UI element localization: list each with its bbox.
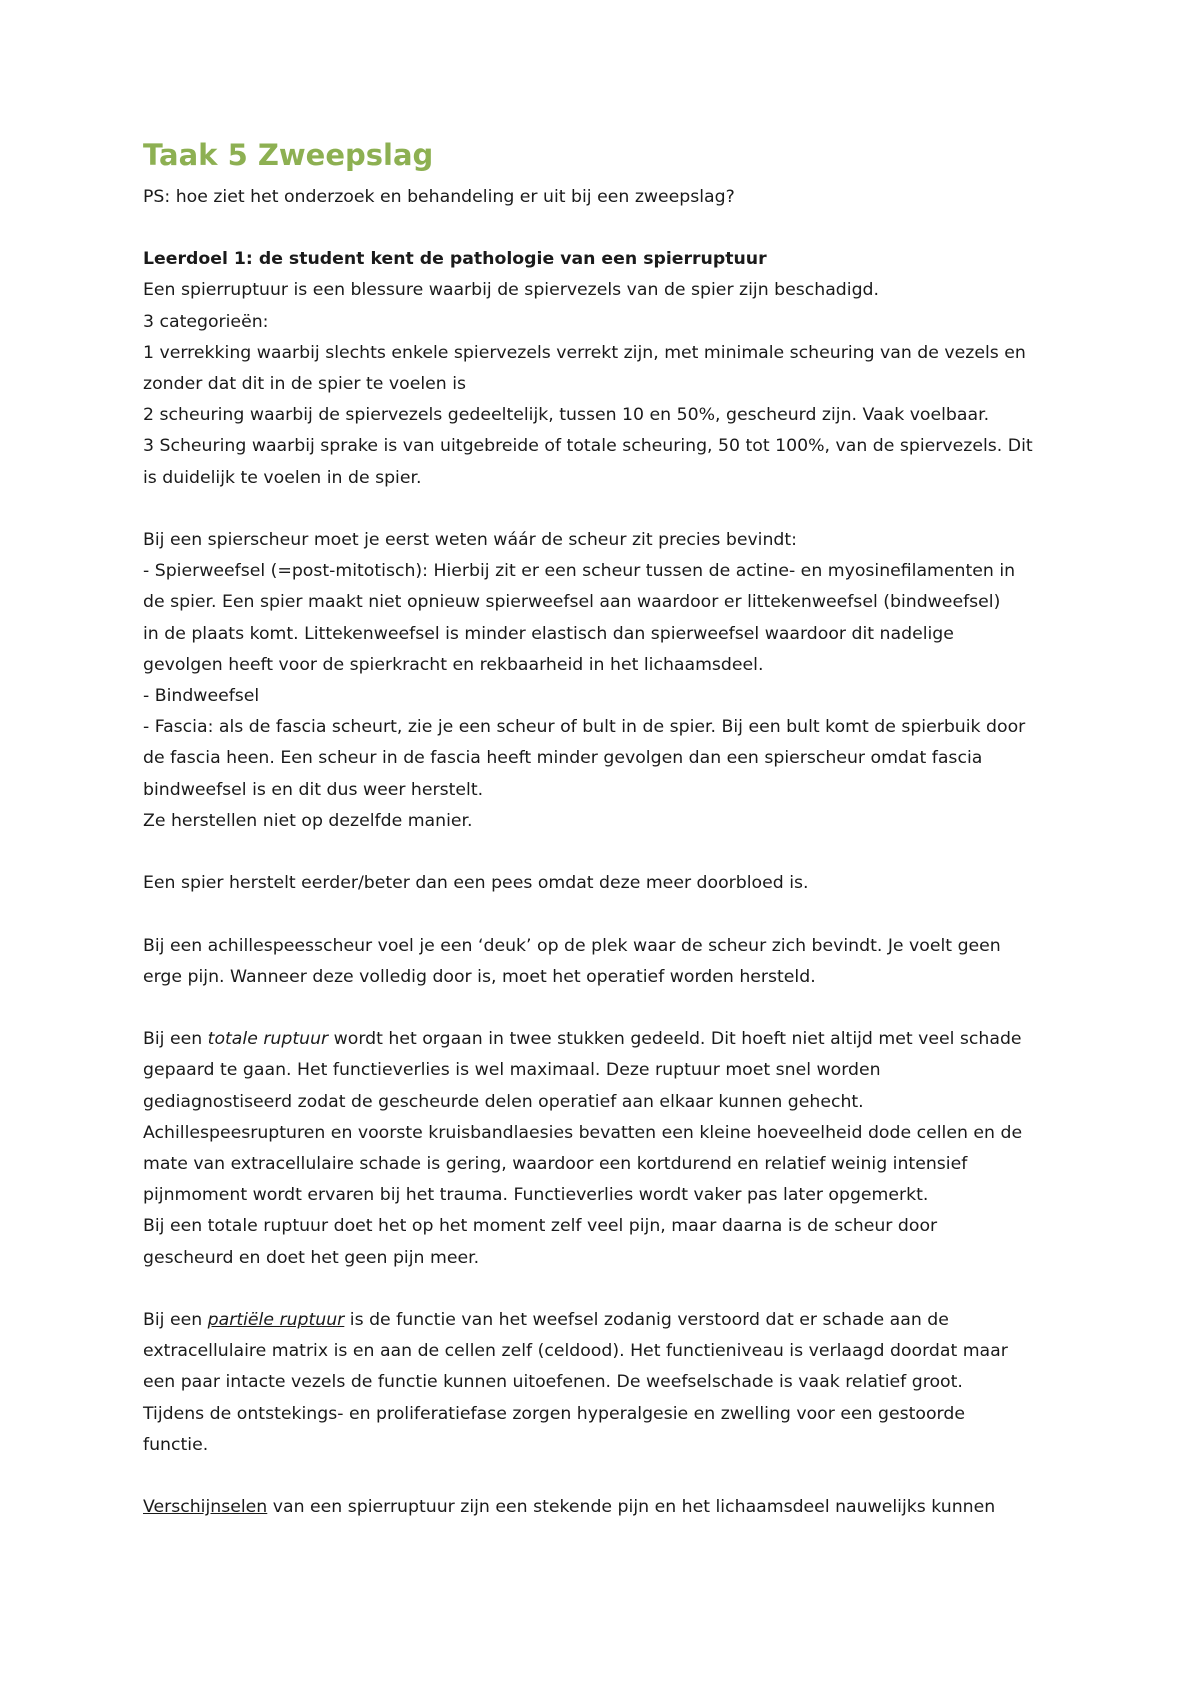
blank-line — [143, 837, 1073, 868]
text-run: Bij een — [143, 1310, 208, 1331]
paragraph-line: Ze herstellen niet op dezelfde manier. — [143, 810, 473, 831]
paragraph-line: extracellulaire matrix is en aan de cellen zelf (celdood). Het functieniveau is verlaagd doordat maar — [143, 1341, 1008, 1362]
text-run: van een spierruptuur zijn een stekende pijn en het lichaamsdeel nauwelijks kunnen — [267, 1497, 996, 1518]
learning-goal-section — [143, 275, 1073, 493]
blank-line — [143, 494, 1073, 525]
paragraph-line: in de plaats komt. Littekenweefsel is minder elastisch dan spierweefsel waardoor dit nadelige — [143, 623, 954, 644]
text-run: is de functie van het weefsel zodanig verstoord dat er schade aan de — [344, 1310, 949, 1331]
paragraph-line: de spier. Een spier maakt niet opnieuw spierweefsel aan waardoor er littekenweefsel (bindweefsel) — [143, 592, 1001, 613]
herstel-paragraph: Een spier herstelt eerder/beter dan een pees omdat deze meer doorbloed is. — [143, 873, 809, 894]
page-title: Taak 5 Zweepslag — [143, 138, 434, 172]
paragraph-line: functie. — [143, 1434, 209, 1455]
paragraph-line: een paar intacte vezels de functie kunnen uitoefenen. De weefselschade is vaak relatief groot. — [143, 1372, 963, 1393]
spierscheur-section — [143, 525, 1073, 837]
blank-line — [143, 899, 1073, 930]
paragraph-line: 2 scheuring waarbij de spiervezels gedeeltelijk, tussen 10 en 50%, gescheurd zijn. Vaak voelbaar. — [143, 405, 990, 426]
problem-statement: PS: hoe ziet het onderzoek en behandeling er uit bij een zweepslag? — [143, 186, 735, 207]
paragraph-line — [143, 1024, 1073, 1055]
paragraph-line: 3 Scheuring waarbij sprake is van uitgebreide of totale scheuring, 50 tot 100%, van de spiervezels. Dit — [143, 436, 1033, 457]
totale-ruptuur-section — [143, 1024, 1073, 1274]
paragraph-line: Een spierruptuur is een blessure waarbij de spiervezels van de spier zijn beschadigd. — [143, 280, 880, 301]
paragraph-line: gevolgen heeft voor de spierkracht en rekbaarheid in het lichaamsdeel. — [143, 654, 764, 675]
paragraph-line: 3 categorieën: — [143, 311, 269, 332]
paragraph-line: zonder dat dit in de spier te voelen is — [143, 374, 467, 394]
paragraph-line: - Fascia: als de fascia scheurt, zie je een scheur of bult in de spier. Bij een bult komt de spierbuik door — [143, 717, 1026, 738]
paragraph-line: - Bindweefsel — [143, 686, 260, 707]
paragraph-line: - Spierweefsel (=post-mitotisch): Hierbij zit er een scheur tussen de actine- en myosinefilamenten in — [143, 561, 1016, 582]
blank-line — [143, 1461, 1073, 1492]
paragraph-line: de fascia heen. Een scheur in de fascia heeft minder gevolgen dan een spierscheur omdat fascia — [143, 748, 983, 769]
blank-line — [143, 1274, 1073, 1305]
blank-line — [143, 993, 1073, 1024]
paragraph-line: Bij een spierscheur moet je eerst weten wáár de scheur zit precies bevindt: — [143, 530, 798, 550]
learning-goal-heading: Leerdoel 1: de student kent de pathologie van een spierruptuur — [143, 249, 767, 270]
paragraph-line: gepaard te gaan. Het functieverlies is wel maximaal. Deze ruptuur moet snel worden — [143, 1060, 881, 1081]
achilles-section — [143, 931, 1073, 993]
verschijnselen-paragraph — [143, 1492, 1073, 1523]
paragraph-line: Bij een totale ruptuur doet het op het moment zelf veel pijn, maar daarna is de scheur door — [143, 1216, 938, 1237]
paragraph-line: mate van extracellulaire schade is gering, waardoor een kortdurend en relatief weinig intensief — [143, 1154, 968, 1175]
paragraph-line: 1 verrekking waarbij slechts enkele spiervezels verrekt zijn, met minimale scheuring van de vezels en — [143, 342, 1026, 363]
paragraph-line: erge pijn. Wanneer deze volledig door is, moet het operatief worden hersteld. — [143, 966, 816, 987]
text-run: Bij een — [143, 1029, 208, 1050]
paragraph-line: bindweefsel is en dit dus weer herstelt. — [143, 779, 484, 800]
partiele-ruptuur-section — [143, 1305, 1073, 1461]
verschijnselen-term: Verschijnselen — [143, 1497, 268, 1518]
paragraph-line: gediagnostiseerd zodat de gescheurde delen operatief aan elkaar kunnen gehecht. — [143, 1091, 864, 1112]
paragraph-line: Tijdens de ontstekings- en proliferatiefase zorgen hyperalgesie en zwelling voor een gestoorde — [143, 1403, 965, 1424]
totale-ruptuur-term: totale ruptuur — [207, 1029, 329, 1050]
paragraph-line: pijnmoment wordt ervaren bij het trauma. Functieverlies wordt vaker pas later opgemerkt. — [143, 1185, 929, 1206]
document-page — [143, 138, 1073, 1523]
paragraph-line: is duidelijk te voelen in de spier. — [143, 467, 422, 488]
paragraph-line — [143, 1305, 1073, 1336]
partiele-ruptuur-term: partiële ruptuur — [207, 1310, 345, 1331]
paragraph-line: gescheurd en doet het geen pijn meer. — [143, 1247, 480, 1268]
paragraph-line: Achillespeesrupturen en voorste kruisbandlaesies bevatten een kleine hoeveelheid dode cellen en de — [143, 1122, 1023, 1143]
text-run: wordt het orgaan in twee stukken gedeeld. Dit hoeft niet altijd met veel schade — [328, 1029, 1022, 1050]
paragraph-line: Bij een achillespeesscheur voel je een ‘deuk’ op de plek waar de scheur zich bevindt. Je voelt geen — [143, 935, 1001, 956]
blank-line — [143, 213, 1073, 244]
